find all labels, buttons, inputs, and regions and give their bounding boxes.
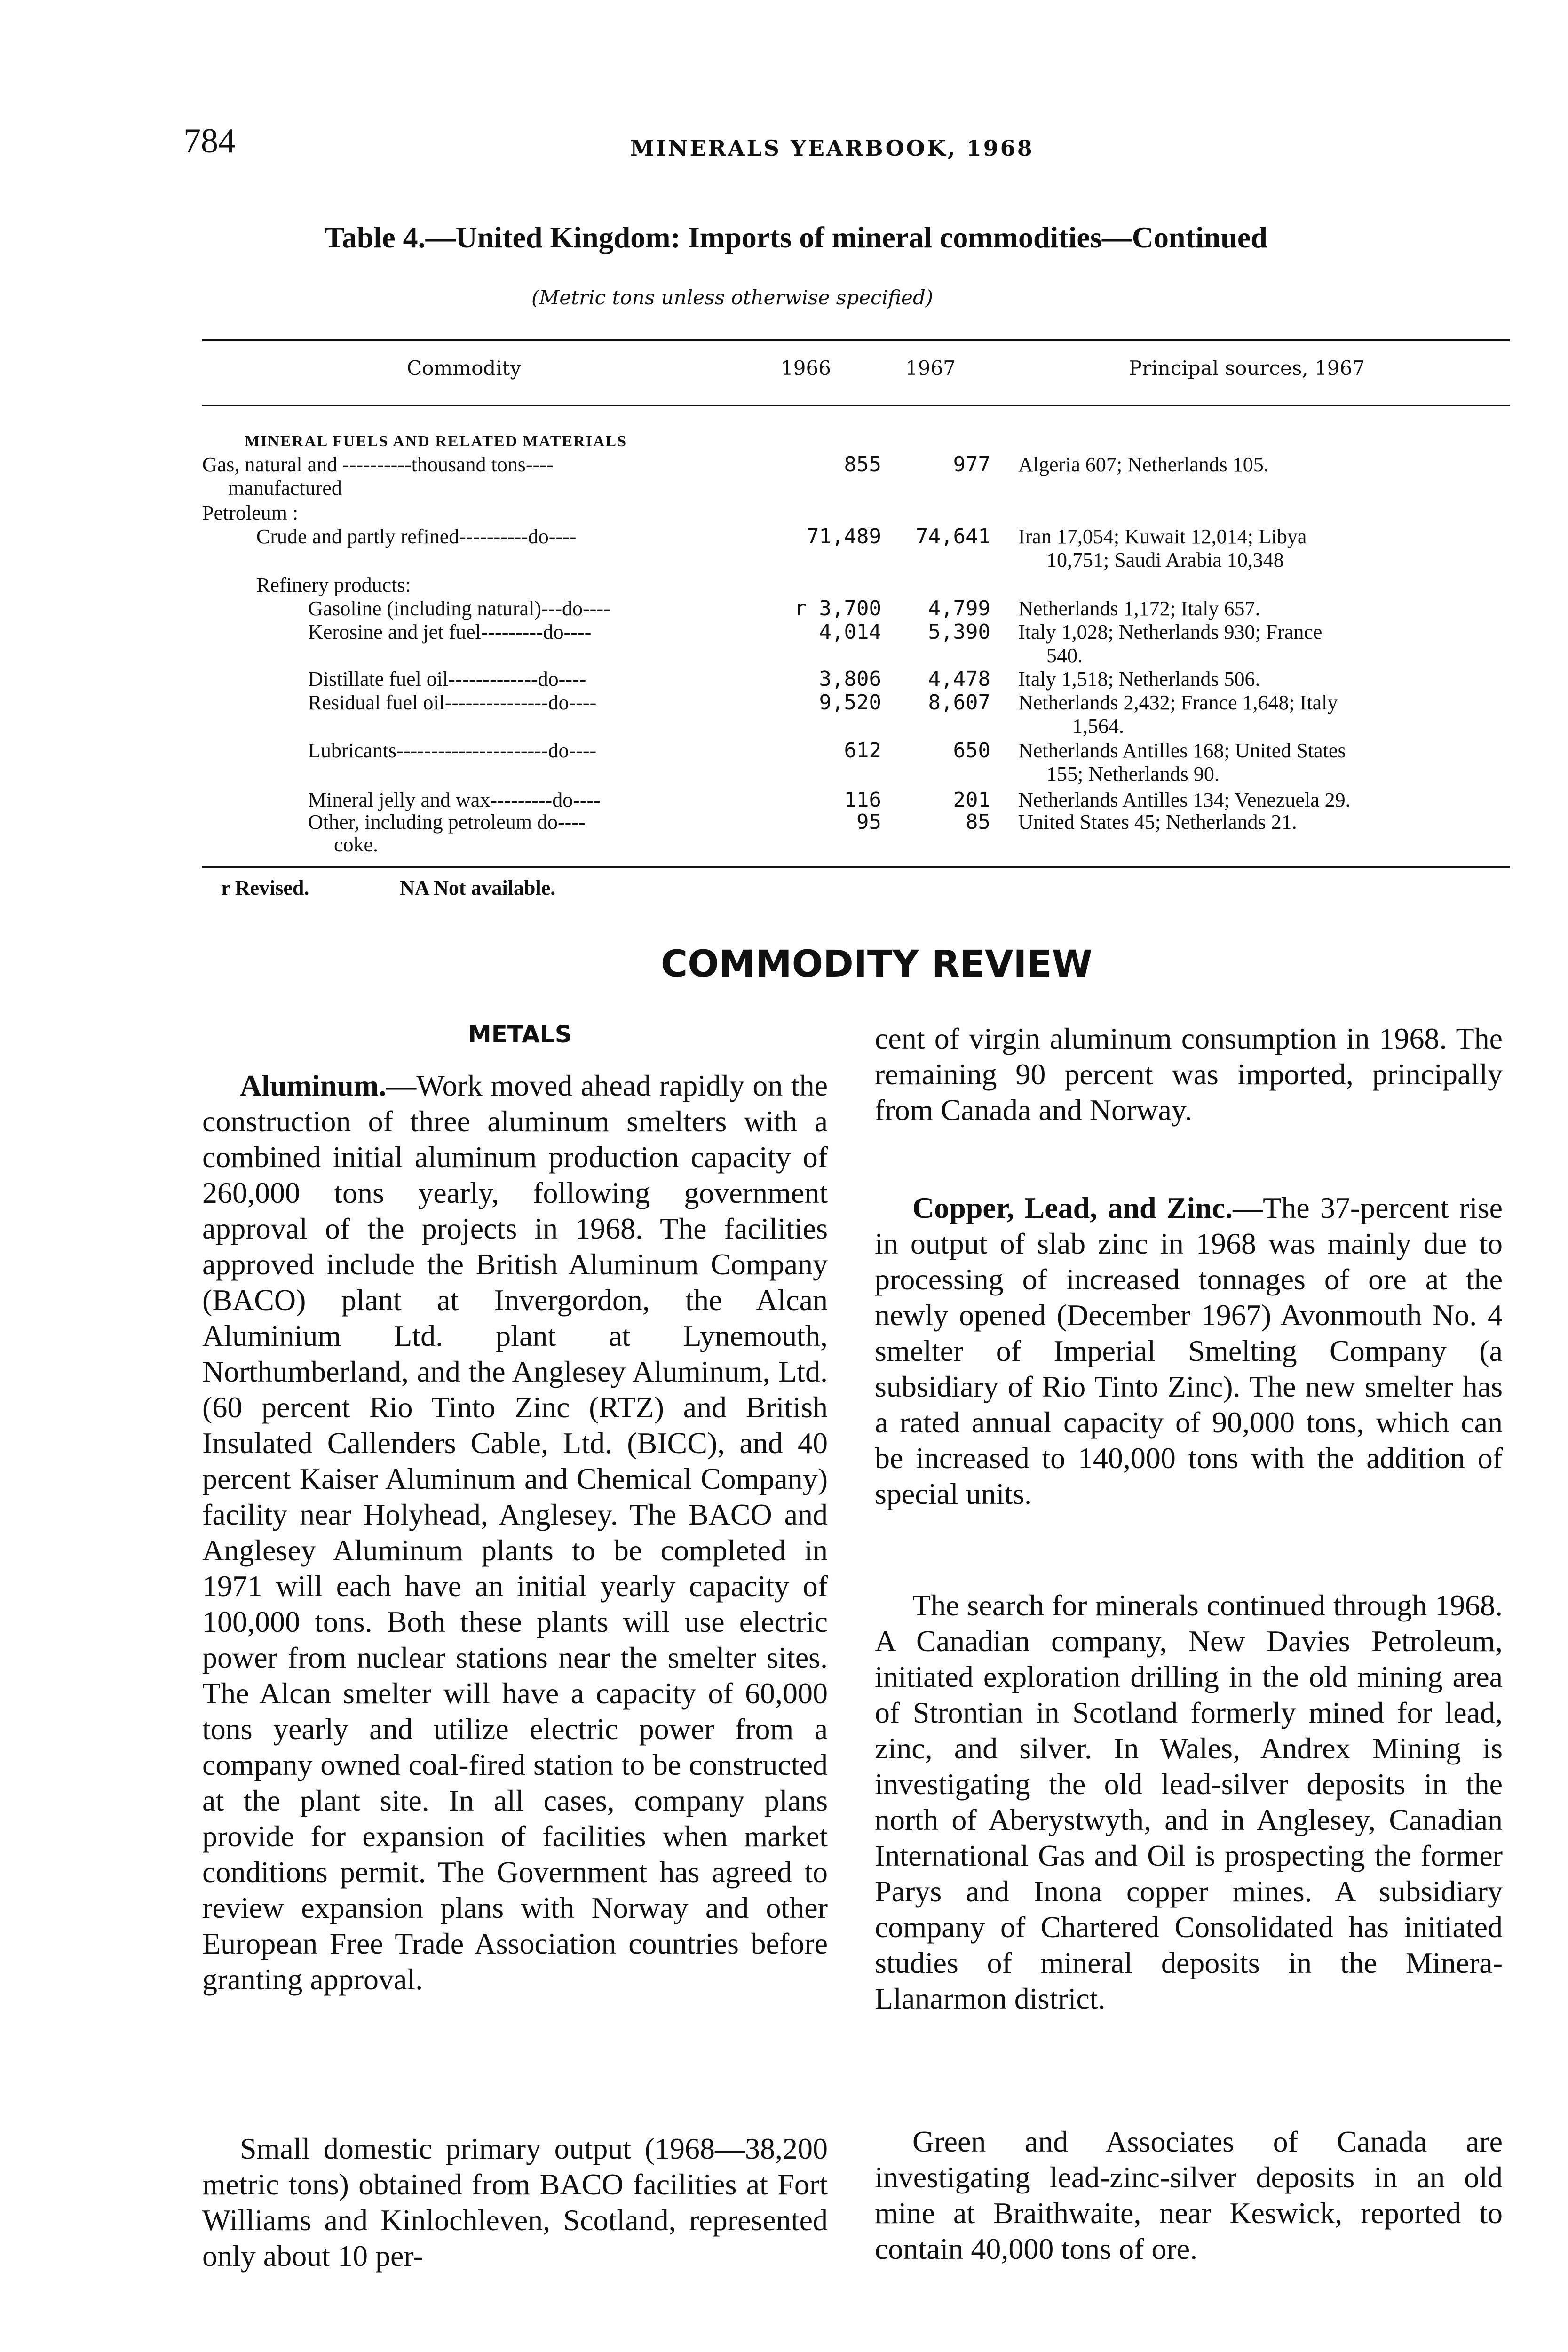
table-row-commodity: Residual fuel oil---------------do----: [308, 691, 597, 714]
table-cell-1967: 650: [953, 739, 990, 763]
table-cell-sources-cont: 540.: [1046, 644, 1083, 667]
table-cell-1967: 977: [953, 453, 990, 477]
copper-text: The 37-percent rise in output of slab zinc in 1968 was mainly due to processing of increased tonnages of ore at the newly opened (December 1967) Avonmouth No. 4 smelter of Imperial Smelting Company (a subsidiary of Rio Tinto Zinc). The new smelter has a rated annual capacity of 90,000 tons, which can be increased to 140,000 tons with the addition of special units.: [875, 1191, 1503, 1510]
aluminum-continued-paragraph: [875, 1021, 1503, 1128]
table-row-commodity: Gas, natural and ----------thousand tons----: [202, 453, 554, 476]
table-cell-1967: 5,390: [928, 620, 990, 644]
aluminum-run-in: Aluminum.—: [240, 1069, 417, 1102]
table-cell-sources-cont: 155; Netherlands 90.: [1046, 763, 1220, 786]
table-cell-1966: r 3,700: [794, 596, 881, 620]
aluminum-text: Work moved ahead rapidly on the construction of three aluminum smelters with a combined initial aluminum production capacity of 260,000 tons yearly, following government approval of the projects in 1968. The facilities approved include the British Aluminum Company (BACO) plant at Invergordon, the Alcan Aluminium Ltd. plant at Lynemouth, Northumberland, and the Anglesey Aluminum, Ltd. (60 percent Rio Tinto Zinc (RTZ) and British Insulated Callenders Cable, Ltd. (BICC), and 40 percent Kaiser Aluminum and Chemical Company) facility near Holyhead, Anglesey. The BACO and Anglesey Aluminum plants to be completed in 1971 will each have an initial yearly capacity of 100,000 tons. Both these plants will use electric power from nuclear stations near the smelter sites. The Alcan smelter will have a capacity of 60,000 tons yearly and utilize electric power from a company owned coal-fired station to be constructed at the plant site. In all cases, company plans provide for expansion of facilities when market conditions permit. The Government has agreed to review expansion plans with Norway and other European Free Trade Association countries before granting approval.: [202, 1069, 828, 1996]
table-row-commodity: Mineral jelly and wax---------do----: [308, 788, 601, 811]
table-cell-sources: Algeria 607; Netherlands 105.: [1018, 453, 1269, 476]
column-header-1966: 1966: [781, 357, 831, 380]
search-text: The search for minerals continued through 1968. A Canadian company, New Davies Petroleum, initiated exploration drilling in the old mining area of Strontian in Scotland formerly mined for lead, zinc, and silver. In Wales, Andrex Mining is investigating the old lead-silver deposits in the north of Aberystwyth, and in Anglesey, Canadian International Gas and Oil is prospecting the former Parys and Inona copper mines. A subsidiary company of Chartered Consolidated has initiated studies of mineral deposits in the Minera-Llanarmon district.: [875, 1589, 1503, 2015]
green-text: Green and Associates of Canada are investigating lead-zinc-silver deposits in an old mine at Braithwaite, near Keswick, reported to contain 40,000 tons of ore.: [875, 2125, 1503, 2265]
subsection-heading: METALS: [468, 1021, 572, 1048]
table-cell-1967: 4,799: [928, 596, 990, 620]
table-row-commodity: Other, including petroleum do----: [308, 810, 586, 834]
aluminum-continued-text: cent of virgin aluminum consumption in 1968. The remaining 90 percent was imported, principally from Canada and Norway.: [875, 1022, 1503, 1127]
running-title: MINERALS YEARBOOK, 1968: [630, 135, 1034, 161]
table-cell-1966: 855: [844, 453, 881, 477]
table-row-commodity: Gasoline (including natural)---do----: [308, 597, 610, 620]
table-cell-1967: 201: [953, 788, 990, 812]
table-cell-sources: Netherlands Antilles 134; Venezuela 29.: [1018, 788, 1351, 811]
table-cell-1967: 85: [966, 810, 990, 834]
small-output-paragraph: [202, 2131, 828, 2274]
table-row-commodity-cont: manufactured: [228, 477, 342, 500]
footnote-revised: r Revised.: [221, 876, 309, 899]
page-number: 784: [183, 122, 236, 160]
table-cell-sources: Iran 17,054; Kuwait 12,014; Libya: [1018, 525, 1307, 548]
table-cell-1966: 71,489: [807, 524, 881, 548]
column-header-sources: Principal sources, 1967: [1129, 357, 1365, 380]
table-cell-1967: 8,607: [928, 691, 990, 715]
copper-run-in: Copper, Lead, and Zinc.—: [912, 1191, 1263, 1224]
table-cell-sources-cont: 10,751; Saudi Arabia 10,348: [1046, 548, 1284, 572]
table-cell-1966: 3,806: [819, 667, 881, 691]
green-paragraph: [875, 2124, 1503, 2267]
table-cell-1966: 95: [856, 810, 881, 834]
copper-paragraph: [875, 1190, 1503, 1512]
table-cell-sources: Netherlands 2,432; France 1,648; Italy: [1018, 691, 1338, 714]
table-cell-sources: Netherlands 1,172; Italy 657.: [1018, 597, 1260, 620]
table-row-commodity: Distillate fuel oil-------------do----: [308, 667, 586, 691]
table-row-commodity: Lubricants----------------------do----: [308, 739, 597, 762]
column-header-commodity: Commodity: [407, 357, 522, 380]
table-row-commodity: Petroleum :: [202, 501, 299, 524]
table-bottom-rule: [202, 866, 1510, 868]
table-cell-1967: 74,641: [916, 524, 990, 548]
table-header-rule: [202, 405, 1510, 406]
column-header-1967: 1967: [905, 357, 956, 380]
table-top-rule: [202, 339, 1510, 341]
table-row-commodity: Kerosine and jet fuel---------do----: [308, 620, 592, 644]
aluminum-paragraph: [202, 1068, 828, 1997]
section-label: MINERAL FUELS AND RELATED MATERIALS: [245, 433, 627, 450]
section-heading: COMMODITY REVIEW: [661, 943, 1093, 985]
table-row-commodity: Crude and partly refined----------do----: [256, 525, 577, 548]
table-cell-sources: United States 45; Netherlands 21.: [1018, 810, 1297, 834]
table-title: Table 4.—United Kingdom: Imports of mineral commodities—Continued: [325, 221, 1267, 254]
table-cell-1966: 612: [844, 739, 881, 763]
table-row-commodity-cont: coke.: [334, 833, 379, 856]
table-subtitle: (Metric tons unless otherwise specified): [531, 286, 934, 309]
table-cell-1967: 4,478: [928, 667, 990, 691]
table-cell-1966: 9,520: [819, 691, 881, 715]
table-row-commodity: Refinery products:: [256, 573, 411, 596]
table-cell-sources: Italy 1,518; Netherlands 506.: [1018, 667, 1260, 691]
table-cell-sources-cont: 1,564.: [1072, 715, 1124, 738]
table-cell-1966: 116: [844, 788, 881, 812]
table-cell-sources: Italy 1,028; Netherlands 930; France: [1018, 620, 1323, 644]
search-paragraph: [875, 1588, 1503, 2017]
table-cell-sources: Netherlands Antilles 168; United States: [1018, 739, 1346, 762]
footnote-na: NA Not available.: [400, 876, 556, 899]
table-cell-1966: 4,014: [819, 620, 881, 644]
small-output-text: Small domestic primary output (1968—38,200 metric tons) obtained from BACO facilities at Fort Williams and Kinlochleven, Scotland, represented only about 10 per-: [202, 2132, 828, 2273]
